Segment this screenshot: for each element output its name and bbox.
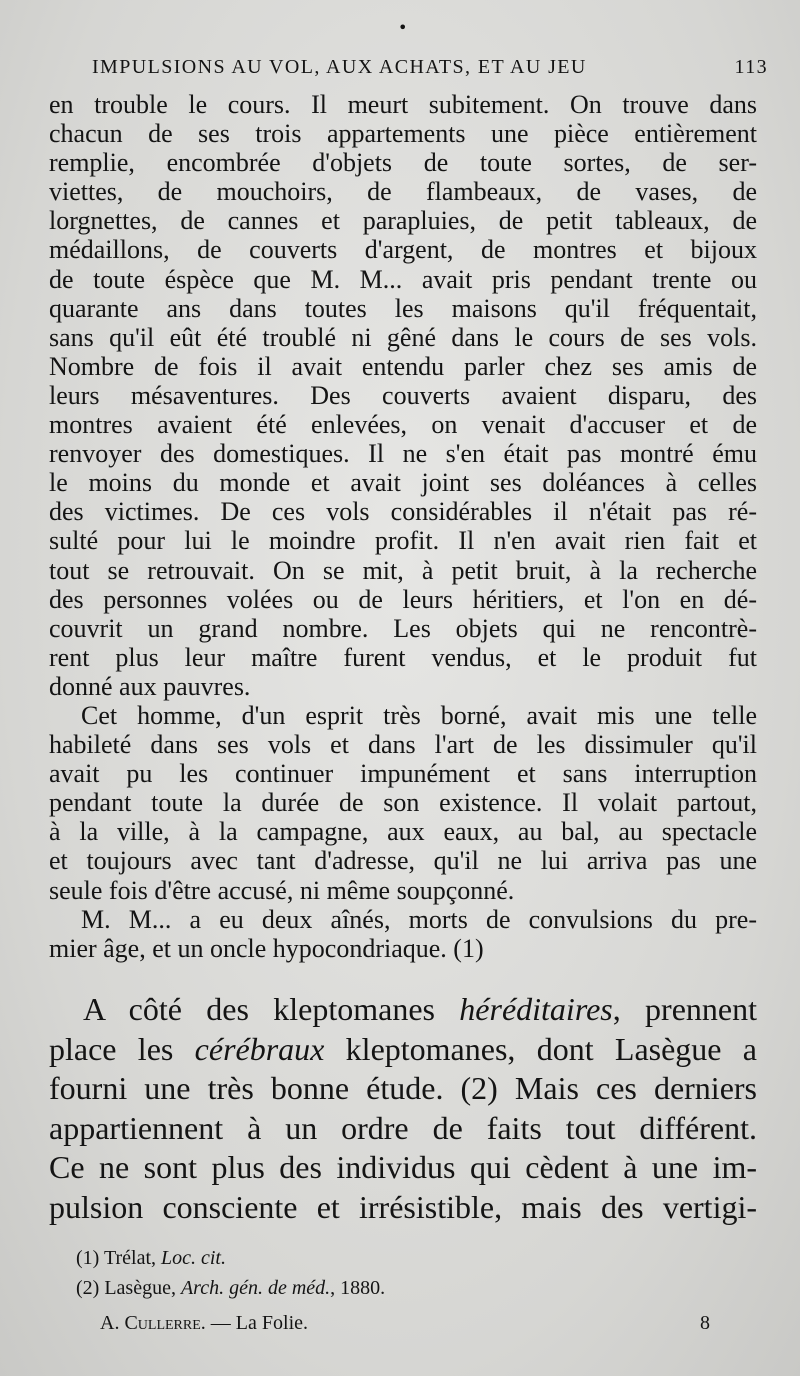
text-line: couvrit un grand nombre. Les objets qui ne rencontrè-: [49, 613, 757, 643]
text-line: des victimes. De ces vols considérables il n'était pas ré-: [49, 497, 757, 527]
footnote-reference: Loc. cit.: [161, 1247, 226, 1269]
text-line: sulté pour lui le moindre profit. Il n'en avait rien fait et: [49, 526, 757, 556]
text-line: montres avaient été enlevées, on venait d'accuser et de: [49, 410, 757, 440]
text-line: de toute éspèce que M. M... avait pris pendant trente ou: [49, 264, 757, 294]
text-line: leurs mésaventures. Des couverts avaient disparu, des: [49, 380, 757, 410]
running-title: IMPULSIONS AU VOL, AUX ACHATS, ET AU JEU: [92, 56, 587, 78]
italic-term: héréditaires: [459, 991, 613, 1027]
large-line: [49, 1030, 757, 1070]
footer-separator: . —: [200, 1312, 236, 1334]
text-line: tout se retrouvait. On se mit, à petit bruit, à la recherche: [49, 555, 757, 585]
large-line: fourni une très bonne étude. (2) Mais ces derniers: [49, 1070, 757, 1106]
text-line: quarante ans dans toutes les maisons qu'il fréquentait,: [49, 293, 757, 323]
large-line-part: kleptomanes, dont Lasègue a: [324, 1030, 758, 1067]
text-line: remplie, encombrée d'objets de toute sortes, de ser-: [49, 148, 757, 178]
body-text: [49, 90, 757, 963]
author-name: Cullerre: [124, 1312, 201, 1334]
text-line: à la ville, à la campagne, aux eaux, au bal, au spectacle: [49, 817, 757, 847]
footer-credit: [100, 1312, 308, 1335]
text-line: donné aux pauvres.: [49, 671, 251, 701]
text-line: en trouble le cours. Il meurt subitement. On trouve dans: [49, 90, 757, 119]
footnote-2: [76, 1273, 756, 1303]
large-line: Ce ne sont plus des individus qui cèdent à une im-: [49, 1149, 757, 1185]
large-paragraph: [49, 990, 757, 1227]
text-line: habileté dans ses vols et dans l'art de les dissimuler qu'il: [49, 730, 757, 760]
text-line: chacun de ses trois appartements une pièce entièrement: [49, 119, 757, 149]
large-line: [49, 990, 757, 1030]
book-title: La Folie.: [235, 1312, 309, 1334]
page-footer: [100, 1312, 710, 1335]
text-line: lorgnettes, de cannes et parapluies, de petit tableaux, de: [49, 206, 757, 236]
large-line: appartiennent à un ordre de faits tout différent.: [49, 1109, 757, 1146]
footnote-year: , 1880.: [330, 1277, 386, 1299]
text-line: Cet homme, d'un esprit très borné, avait mis une telle: [81, 700, 757, 730]
large-line-part: A côté des kleptomanes: [83, 991, 460, 1027]
footnote-1: [76, 1243, 756, 1273]
large-line-part: , prennent: [612, 991, 757, 1027]
footnote-text: (2) Lasègue,: [76, 1277, 181, 1299]
footnotes: [76, 1243, 756, 1303]
footnote-text: (1) Trélat,: [76, 1247, 161, 1269]
italic-term: cérébraux: [194, 1030, 325, 1067]
text-line: renvoyer des domestiques. Il ne s'en était pas montré ému: [49, 439, 757, 469]
large-line: pulsion consciente et irrésistible, mais des vertigi-: [49, 1188, 757, 1225]
large-line-part: place les: [49, 1030, 195, 1067]
text-line: médaillons, de couverts d'argent, de montres et bijoux: [49, 235, 757, 265]
text-line: rent plus leur maître furent vendus, et le produit fut: [49, 642, 757, 672]
text-line: viettes, de mouchoirs, de flambeaux, de vases, de: [49, 177, 757, 207]
running-head: [92, 56, 768, 79]
author-initial: A.: [100, 1312, 125, 1334]
text-line: seule fois d'être accusé, ni même soupçonné.: [49, 875, 515, 905]
text-line: Nombre de fois il avait entendu parler chez ses amis de: [49, 351, 757, 381]
page-number: 113: [734, 56, 768, 78]
text-line: avait pu les continuer impunément et sans interruption: [49, 759, 757, 789]
text-line: des personnes volées ou de leurs héritiers, et l'on en dé-: [49, 584, 757, 614]
text-line: sans qu'il eût été troublé ni gêné dans le cours de ses vols.: [49, 322, 757, 352]
footnote-reference: Arch. gén. de méd.: [180, 1277, 331, 1299]
text-line: pendant toute la durée de son existence. Il volait partout,: [49, 788, 757, 818]
text-line: et toujours avec tant d'adresse, qu'il ne lui arriva pas une: [49, 846, 757, 876]
text-line: le moins du monde et avait joint ses doléances à celles: [49, 468, 757, 498]
printer-dot: •: [398, 18, 408, 37]
text-line: M. M... a eu deux aînés, morts de convulsions du pre-: [81, 904, 757, 934]
text-line: mier âge, et un oncle hypocondriaque. (1): [49, 933, 484, 963]
signature-mark: 8: [700, 1312, 710, 1334]
